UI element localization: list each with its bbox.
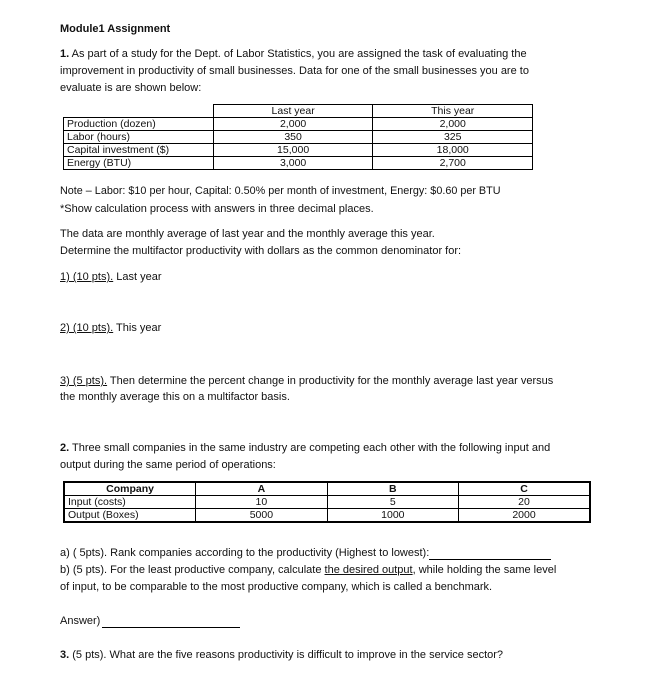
table-cell: 5: [327, 496, 458, 509]
table-cell: Capital investment ($): [64, 144, 214, 157]
table-cell: 2,700: [373, 157, 533, 170]
table-header-cell: [64, 105, 214, 118]
table-cell: 10: [196, 496, 327, 509]
table-cell: 325: [373, 131, 533, 144]
q2-intro-line-1: 2. Three small companies in the same industry are competing each other with the following input and: [60, 442, 551, 454]
q2-intro-line-2: output during the same period of operations:: [60, 459, 276, 471]
q1-note: Note – Labor: $10 per hour, Capital: 0.50% per month of investment, Energy: $0.60 per BTU: [60, 185, 501, 197]
q2-part-b-line-2: of input, to be comparable to the most productive company, which is called a benchmark.: [60, 581, 493, 593]
table-header-row: [64, 482, 590, 496]
table-cell: 2,000: [373, 118, 533, 131]
table-row: [64, 496, 590, 509]
table-header-cell: Company: [64, 482, 196, 496]
table-cell: 5000: [196, 509, 327, 523]
q1-data-line-2: Determine the multifactor productivity with dollars as the common denominator for:: [60, 245, 462, 257]
q1-number: 1.: [60, 48, 70, 60]
q2-part-a-answer-blank[interactable]: [429, 548, 551, 560]
q1-intro-line-3: evaluate is are shown below:: [60, 82, 202, 94]
table-cell: Input (costs): [64, 496, 196, 509]
q1-intro-line-1: 1. As part of a study for the Dept. of Labor Statistics, you are assigned the task of evaluating the: [60, 48, 527, 60]
table-row: [64, 144, 533, 157]
q3-question: 3. (5 pts). What are the five reasons productivity is difficult to improve in the service sector?: [60, 649, 504, 661]
q2-part-b: b) (5 pts). For the least productive company, calculate the desired output, while holding the same level: [60, 564, 557, 576]
table-row: [64, 118, 533, 131]
table-cell: 350: [213, 131, 373, 144]
table-cell: 2000: [459, 509, 590, 523]
table-header-cell: C: [459, 482, 590, 496]
table-cell: 1000: [327, 509, 458, 523]
table-header-cell: This year: [373, 105, 533, 118]
q1-part-3-line-2: the monthly average this on a multifactor basis.: [60, 391, 290, 403]
table-cell: 20: [459, 496, 590, 509]
q2-part-a: a) ( 5pts). Rank companies according to the productivity (Highest to lowest):: [60, 546, 551, 560]
table-cell: 3,000: [213, 157, 373, 170]
table-header-cell: Last year: [213, 105, 373, 118]
q2-answer-label: Answer): [60, 615, 101, 627]
table-row: [64, 157, 533, 170]
q1-data-line-1: The data are monthly average of last year and the monthly average this year.: [60, 228, 435, 240]
q1-part-3-points: 3) (5 pts).: [60, 375, 108, 387]
table-cell: 2,000: [213, 118, 373, 131]
table-cell: Labor (hours): [64, 131, 214, 144]
table-row: [64, 509, 590, 523]
q3-number: 3.: [60, 649, 70, 661]
q2-answer-blank[interactable]: [102, 616, 240, 628]
table-row: [64, 131, 533, 144]
q1-data-table: [63, 104, 533, 170]
table-cell: 15,000: [213, 144, 373, 157]
q1-part-2: 2) (10 pts). This year: [60, 322, 162, 334]
q2-number: 2.: [60, 442, 70, 454]
q2-desired-output-link: the desired output: [324, 564, 413, 576]
q1-part-1: 1) (10 pts). Last year: [60, 271, 162, 283]
table-cell: Production (dozen): [64, 118, 214, 131]
page-title: Module1 Assignment: [60, 23, 171, 35]
table-header-row: [64, 105, 533, 118]
q1-part-2-points: 2) (10 pts).: [60, 322, 114, 334]
table-cell: 18,000: [373, 144, 533, 157]
q1-intro-line-2: improvement in productivity of small businesses. Data for one of the small businesses you are to: [60, 65, 529, 77]
q1-show-calc-note: *Show calculation process with answers in three decimal places.: [60, 203, 374, 215]
table-header-cell: B: [327, 482, 458, 496]
table-header-cell: A: [196, 482, 327, 496]
q1-part-1-points: 1) (10 pts).: [60, 271, 114, 283]
table-cell: Energy (BTU): [64, 157, 214, 170]
q1-part-3: 3) (5 pts). Then determine the percent change in productivity for the monthly average last year versus: [60, 375, 554, 387]
q2-company-table: [63, 481, 591, 523]
table-cell: Output (Boxes): [64, 509, 196, 523]
q2-answer: [60, 614, 240, 628]
